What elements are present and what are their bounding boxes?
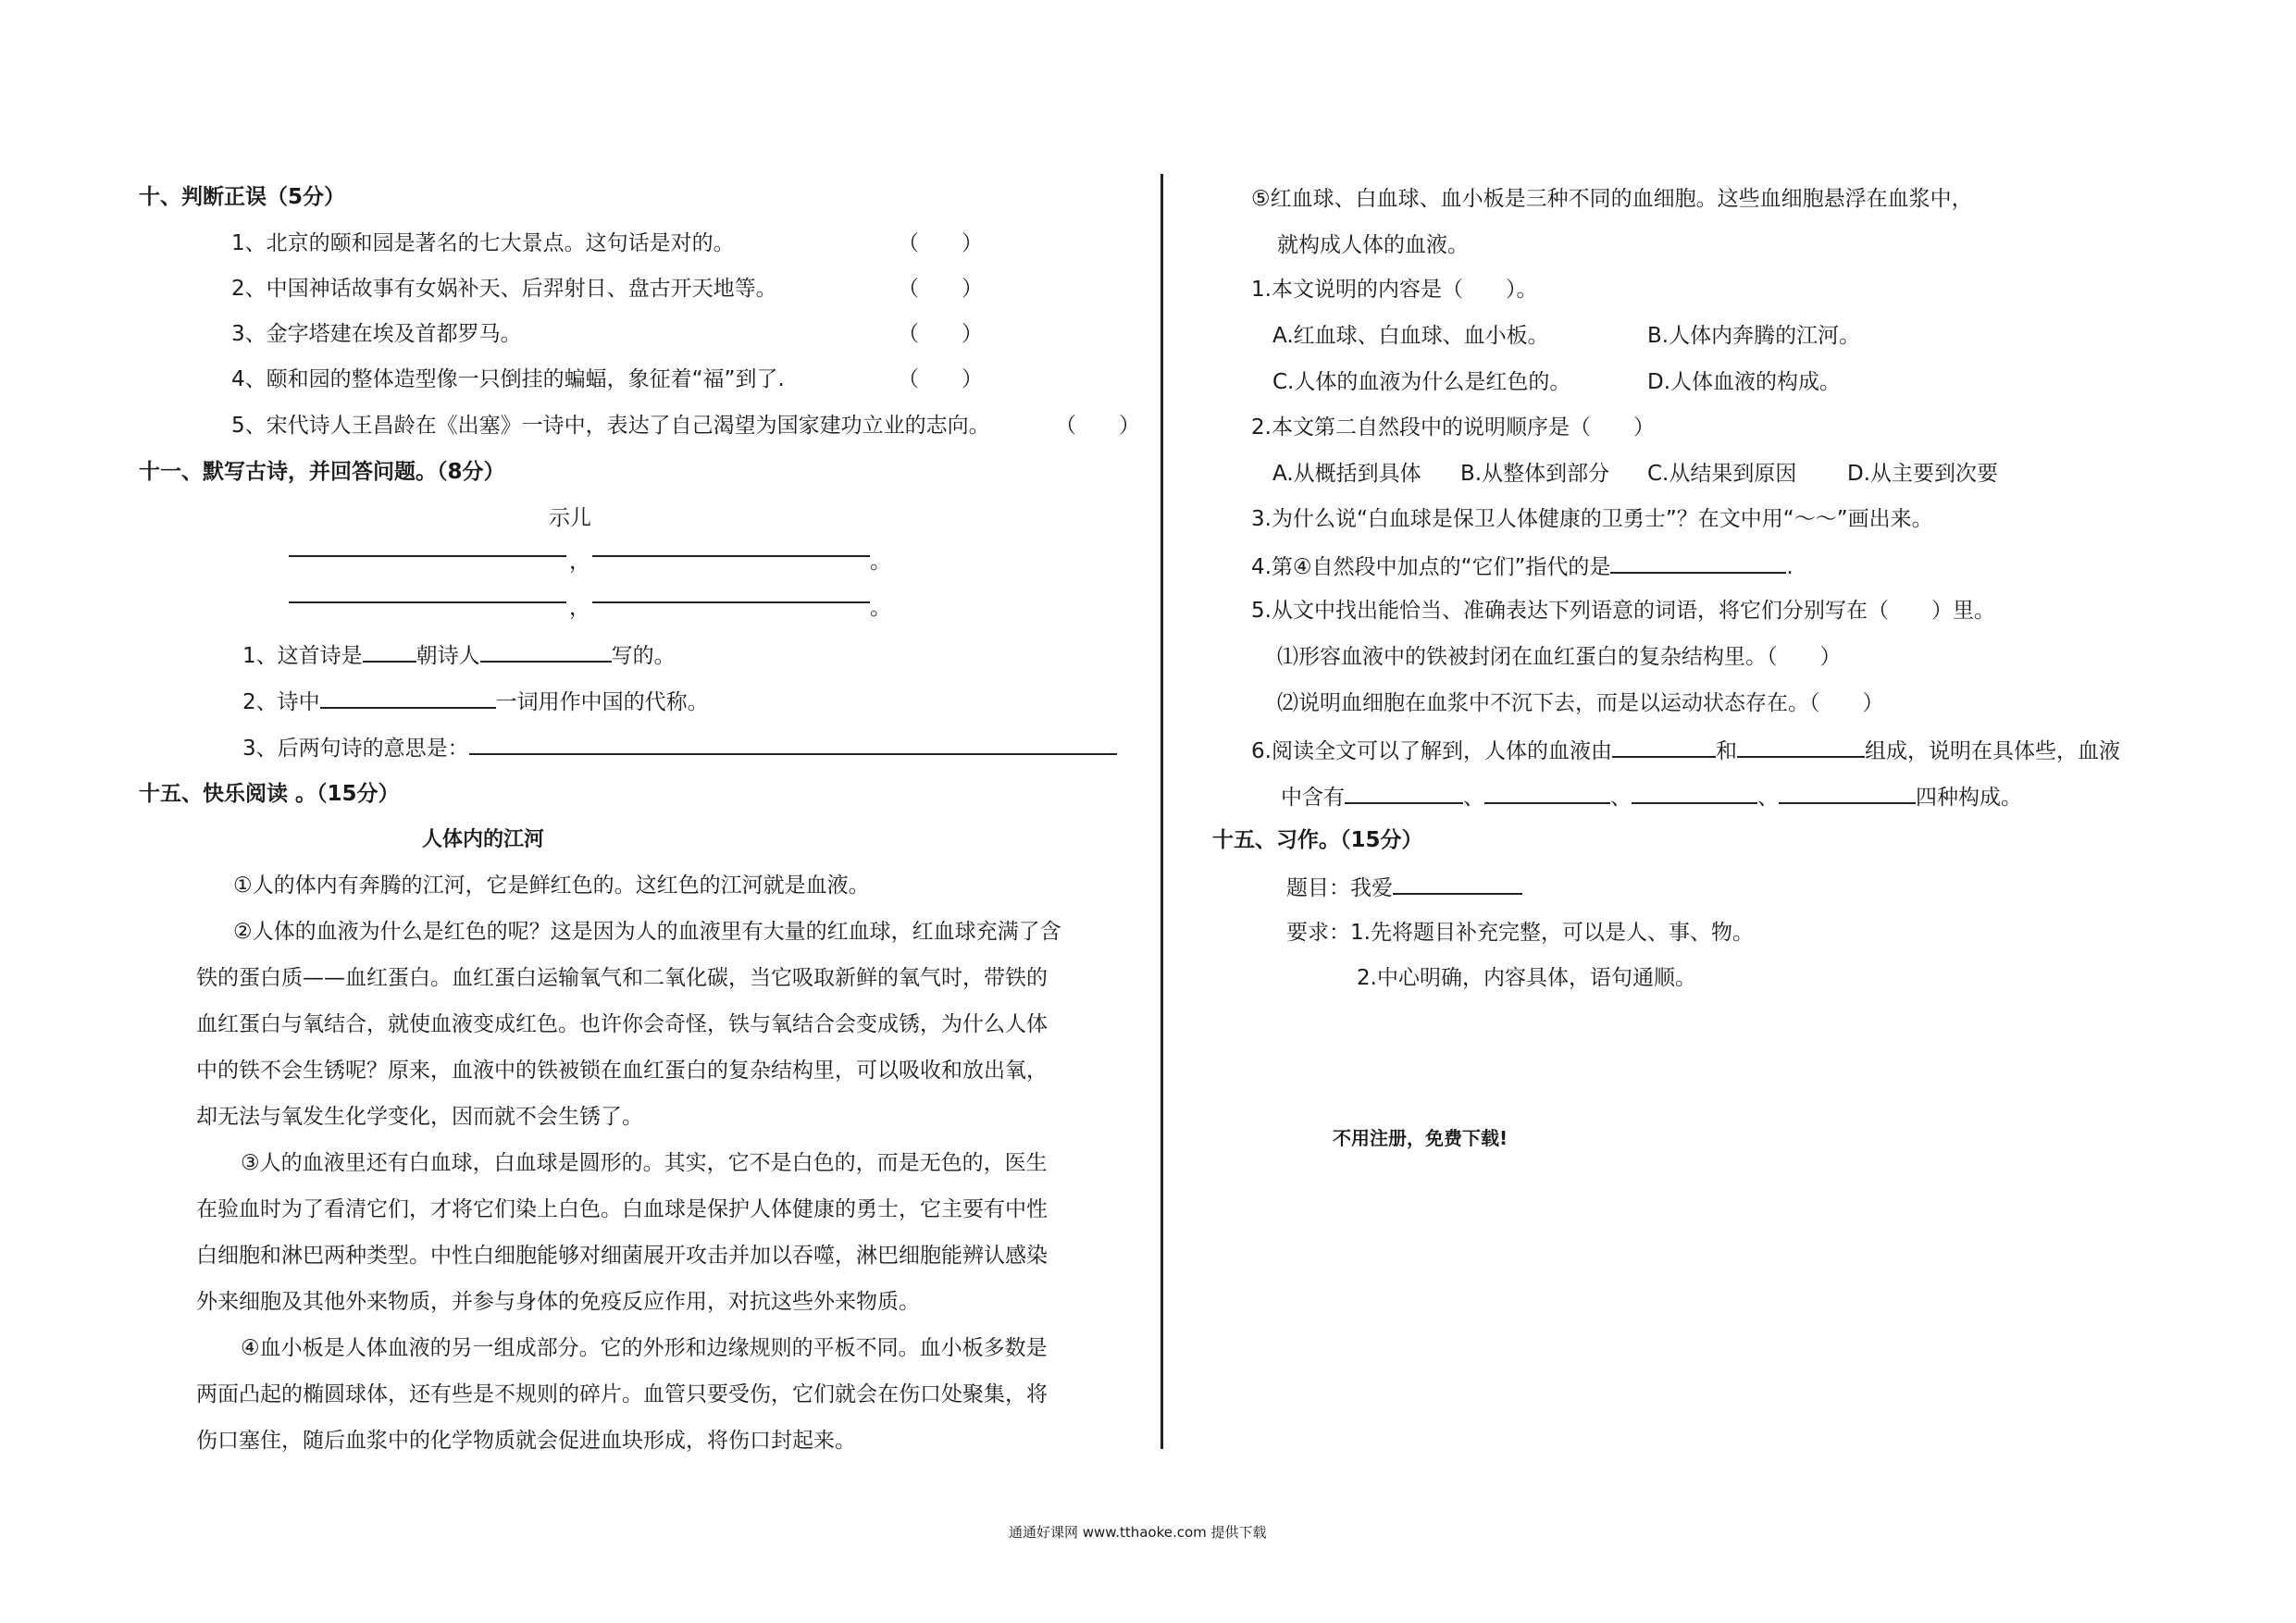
meaning-blank[interactable] xyxy=(469,733,1117,755)
reading-line: ④血小板是人体血液的另一组成部分。它的外形和边缘规则的平板不同。血小板多数是 xyxy=(241,1336,1048,1360)
option-1a[interactable]: A.红血球、白血球、血小板。 xyxy=(1272,324,1549,348)
poem-comma-2: ， xyxy=(569,596,590,620)
q-text: 中含有 xyxy=(1281,786,1345,810)
q-text: 和 xyxy=(1715,739,1737,763)
q-text: 、 xyxy=(1610,786,1632,810)
section-15-writing-heading: 十五、习作。（15分） xyxy=(1212,828,1423,852)
q-text: 一词用作中国的代称。 xyxy=(495,690,709,714)
promo-text: 不用注册，免费下载! xyxy=(1333,1127,1508,1149)
footer-text: 通通好课网 www.tthaoke.com 提供下载 xyxy=(1009,1524,1267,1541)
q-text: 6.阅读全文可以了解到，人体的血液由 xyxy=(1251,739,1612,763)
judge-item-2-paren[interactable]: （ ） xyxy=(898,277,983,301)
option-1b[interactable]: B.人体内奔腾的江河。 xyxy=(1647,324,1861,348)
judge-item-2 xyxy=(231,275,777,303)
question-2: 2.本文第二自然段中的说明顺序是（ ） xyxy=(1251,415,1655,440)
reading-line: 在验血时为了看清它们，才将它们染上白色。白血球是保护人体健康的勇士，它主要有中性 xyxy=(196,1197,1048,1221)
q6-blank-1[interactable] xyxy=(1612,736,1716,758)
poem-question-2 xyxy=(242,687,709,716)
dynasty-blank[interactable] xyxy=(363,640,416,663)
column-divider xyxy=(1160,174,1163,1449)
reading-line: 血红蛋白与氧结合，就使血液变成红色。也许你会奇怪，铁与氧结合会变成锈，为什么人体 xyxy=(196,1012,1048,1036)
word-blank[interactable] xyxy=(320,687,496,709)
poem-comma-1: ， xyxy=(569,550,590,574)
judge-item-4-paren[interactable]: （ ） xyxy=(898,367,983,391)
poem-question-1 xyxy=(242,640,676,670)
question-1: 1.本文说明的内容是（ ）。 xyxy=(1251,278,1538,302)
q6-blank-6[interactable] xyxy=(1779,782,1916,804)
judge-item-3 xyxy=(231,320,522,348)
q6-blank-4[interactable] xyxy=(1484,782,1610,804)
reading-line: 却无法与氧发生化学变化，因而就不会生锈了。 xyxy=(196,1105,643,1129)
option-2c[interactable]: C.从结果到原因 xyxy=(1647,462,1797,486)
writing-requirement-1: 要求：1.先将题目补充完整，可以是人、事、物。 xyxy=(1286,921,1754,945)
judge-item-1-paren[interactable]: （ ） xyxy=(898,231,983,255)
judge-item-1 xyxy=(231,229,735,257)
judge-item-text: 1、北京的颐和园是著名的七大景点。这句话是对的。 xyxy=(231,231,735,255)
judge-item-text: 5、宋代诗人王昌龄在《出塞》一诗中，表达了自己渴望为国家建功立业的志向。 xyxy=(231,414,990,438)
q-text: 、 xyxy=(1757,786,1779,810)
option-1c[interactable]: C.人体的血液为什么是红色的。 xyxy=(1272,370,1571,394)
poem-period-1: 。 xyxy=(870,550,891,574)
q-text: 题目：我爱 xyxy=(1286,876,1393,900)
reading-line: ②人体的血液为什么是红色的呢？这是因为人的血液里有大量的红血球，红血球充满了含 xyxy=(233,920,1061,944)
reading-line: 白细胞和淋巴两种类型。中性白细胞能够对细菌展开攻击并加以吞噬，淋巴细胞能辨认感染 xyxy=(196,1244,1048,1268)
question-6 xyxy=(1251,736,2120,765)
poem-blank-3[interactable] xyxy=(289,601,566,603)
reading-line: 伤口塞住，随后血浆中的化学物质就会促进血块形成，将伤口封起来。 xyxy=(196,1429,856,1453)
reading-line: 外来细胞及其他外来物质，并参与身体的免疫反应作用，对抗这些外来物质。 xyxy=(196,1290,920,1314)
judge-item-text: 2、中国神话故事有女娲补天、后羿射日、盘古开天地等。 xyxy=(231,277,777,301)
q4-blank[interactable] xyxy=(1610,551,1786,574)
reading-line: ③人的血液里还有白血球，白血球是圆形的。其实，它不是白色的，而是无色的，医生 xyxy=(241,1151,1048,1175)
option-2d[interactable]: D.从主要到次要 xyxy=(1847,462,1999,486)
question-5: 5.从文中找出能恰当、准确表达下列语意的词语，将它们分别写在（ ）里。 xyxy=(1251,599,1995,623)
reading-line: 两面凸起的椭圆球体，还有些是不规则的碎片。血管只要受伤，它们就会在伤口处聚集，将 xyxy=(196,1382,1048,1406)
q6-blank-5[interactable] xyxy=(1632,782,1757,804)
q-text: 2、诗中 xyxy=(242,690,320,714)
reading-line: 铁的蛋白质——血红蛋白。血红蛋白运输氧气和二氧化碳，当它吸取新鲜的氧气时，带铁的 xyxy=(196,966,1048,990)
q-text: 4.第④自然段中加点的“它们”指代的是 xyxy=(1251,555,1611,579)
q-text: 写的。 xyxy=(611,644,676,668)
question-4 xyxy=(1251,551,1793,581)
q6-blank-2[interactable] xyxy=(1737,736,1865,758)
q-text: 朝诗人 xyxy=(416,644,480,668)
paragraph-5-line-1: ⑤红血球、白血球、血小板是三种不同的血细胞。这些血细胞悬浮在血浆中， xyxy=(1251,187,1973,211)
section-11-heading: 十一、默写古诗，并回答问题。（8分） xyxy=(139,460,505,484)
poem-title: 示儿 xyxy=(549,506,591,530)
q-text: 1、这首诗是 xyxy=(242,644,363,668)
topic-blank[interactable] xyxy=(1393,873,1522,895)
judge-item-5 xyxy=(231,412,990,440)
poem-question-3 xyxy=(242,733,1117,762)
option-2b[interactable]: B.从整体到部分 xyxy=(1460,462,1610,486)
judge-item-text: 3、金字塔建在埃及首都罗马。 xyxy=(231,322,522,346)
poem-blank-2[interactable] xyxy=(592,555,870,557)
question-6-line-2 xyxy=(1281,782,2022,812)
option-2a[interactable]: A.从概括到具体 xyxy=(1272,462,1421,486)
writing-requirement-2: 2.中心明确，内容具体，语句通顺。 xyxy=(1357,966,1696,990)
q-text: 、 xyxy=(1463,786,1484,810)
question-5-1: ⑴形容血液中的铁被封闭在血红蛋白的复杂结构里。（ ） xyxy=(1277,645,1842,669)
section-15-reading-heading: 十五、快乐阅读 。（15分） xyxy=(139,782,400,806)
q6-blank-3[interactable] xyxy=(1345,782,1463,804)
writing-topic xyxy=(1286,873,1522,902)
poet-blank[interactable] xyxy=(480,640,612,663)
reading-line: 中的铁不会生锈呢？原来，血液中的铁被锁在血红蛋白的复杂结构里，可以吸收和放出氧， xyxy=(196,1059,1048,1083)
reading-line: ①人的体内有奔腾的江河，它是鲜红色的。这红色的江河就是血液。 xyxy=(233,873,870,898)
poem-period-2: 。 xyxy=(870,596,891,620)
q-text: 四种构成。 xyxy=(1916,786,2022,810)
question-5-2: ⑵说明血细胞在血浆中不沉下去，而是以运动状态存在。（ ） xyxy=(1277,691,1884,715)
poem-blank-4[interactable] xyxy=(592,601,870,603)
judge-item-3-paren[interactable]: （ ） xyxy=(898,322,983,346)
judge-item-4 xyxy=(231,365,785,393)
paragraph-5-line-2: 就构成人体的血液。 xyxy=(1277,233,1469,257)
poem-blank-1[interactable] xyxy=(289,555,566,557)
q-text: 组成，说明在具体些，血液 xyxy=(1864,739,2120,763)
option-1d[interactable]: D.人体血液的构成。 xyxy=(1647,370,1842,394)
section-10-heading: 十、判断正误（5分） xyxy=(139,185,346,209)
reading-title: 人体内的江河 xyxy=(422,828,545,851)
q-text: . xyxy=(1786,555,1793,579)
question-3: 3.为什么说“白血球是保卫人体健康的卫勇士”？在文中用“～～”画出来。 xyxy=(1251,507,1933,531)
q-text: 3、后两句诗的意思是： xyxy=(242,737,469,761)
judge-item-text: 4、颐和园的整体造型像一只倒挂的蝙蝠，象征着“福”到了. xyxy=(231,367,785,391)
judge-item-5-paren[interactable]: （ ） xyxy=(1055,414,1140,438)
